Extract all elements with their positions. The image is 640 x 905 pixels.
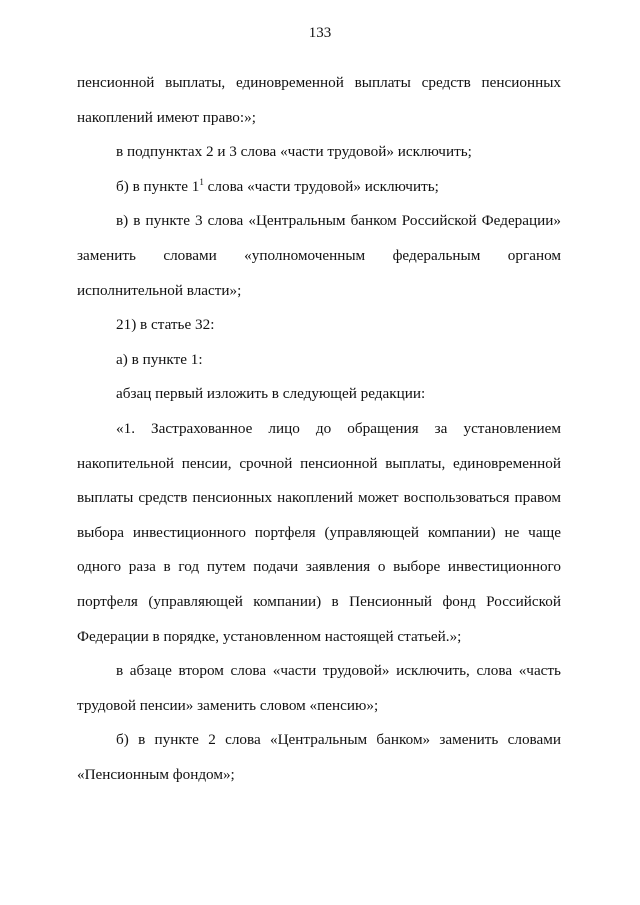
paragraph-3 (77, 170, 561, 205)
document-body (77, 66, 561, 792)
paragraph-9: в абзаце втором слова «части трудовой» исключить, слова «часть трудовой пенсии» заменить словом «пенсию»; (77, 662, 561, 714)
paragraph-6: а) в пункте 1: (116, 350, 203, 368)
paragraph-10: б) в пункте 2 слова «Центральным банком» заменить словами «Пенсионным фондом»; (77, 731, 561, 783)
paragraph-4: в) в пункте 3 слова «Центральным банком Российской Федерации» заменить словами «уполномоченным федеральным органом исполнительной власти»; (77, 212, 561, 299)
paragraph-3-before: б) в пункте 1 (116, 177, 200, 195)
paragraph-8: «1. Застрахованное лицо до обращения за установлением накопительной пенсии, срочной пенсионной выплаты, единовременной выплаты средств пенсионных накоплений может воспользоваться правом выбора инвестиционного портфеля (управляющей компании) не чаще одного раза в год путем подачи заявления о выборе инвестиционного портфеля (управляющей компании) в Пенсионный фонд Российской Федерации в порядке, установленном настоящей статьей.»; (77, 419, 561, 645)
paragraph-7: абзац первый изложить в следующей редакции: (116, 385, 426, 403)
paragraph-5: 21) в статье 32: (116, 316, 215, 334)
paragraph-2: в подпунктах 2 и 3 слова «части трудовой» исключить; (116, 143, 472, 161)
paragraph-3-after: слова «части трудовой» исключить; (203, 177, 439, 195)
superscript: 1 (199, 176, 204, 187)
page-number: 133 (308, 25, 332, 41)
paragraph-1: пенсионной выплаты, единовременной выплаты средств пенсионных накоплений имеют право:»; (77, 74, 561, 126)
